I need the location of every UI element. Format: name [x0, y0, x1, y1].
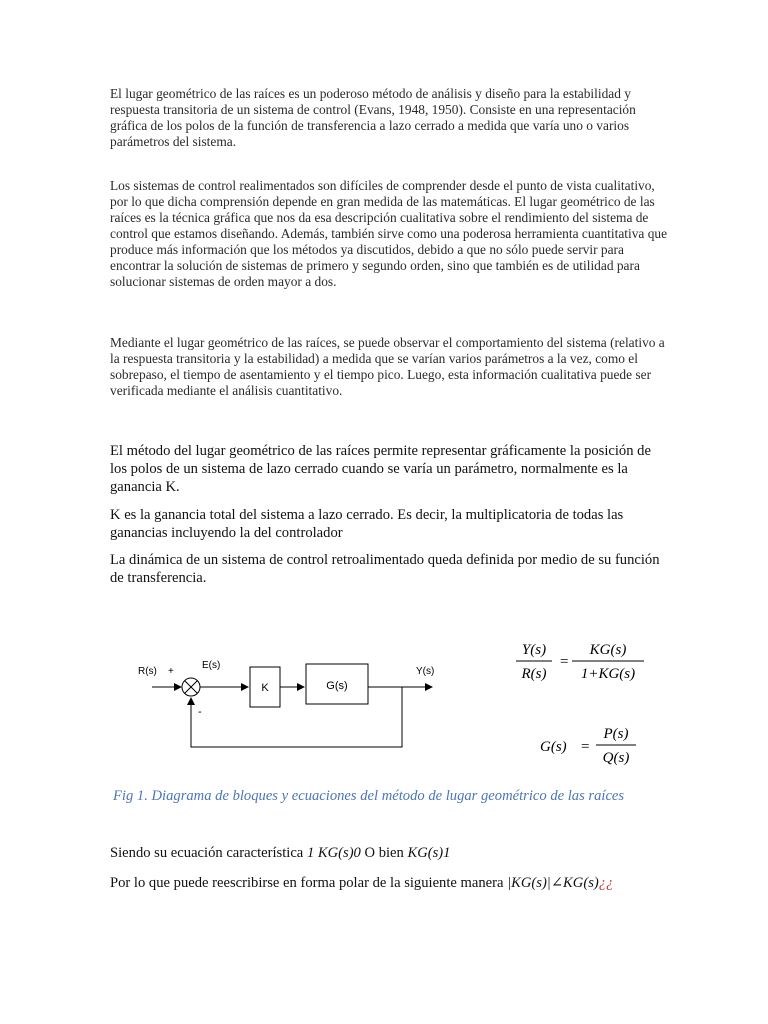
plant-equation [538, 720, 648, 772]
eq-equals: = [560, 654, 569, 670]
characteristic-text: Siendo su ecuación característica [110, 845, 304, 861]
paragraph-intro: El lugar geométrico de las raíces es un poderoso método de análisis y diseño para la estabilidad y respuesta transitoria de un sistema de control (Evans, 1948, 1950). Consiste en una representación gráfica de los polos de la función de transferencia a lazo cerrado a medida que varía uno o varios parámetros del sistema. [110, 86, 636, 149]
polar-text: Por lo que puede reescribirse en forma polar de la siguiente manera [110, 875, 504, 891]
eq-numerator-right: KG(s) [589, 642, 627, 658]
plant-eq-denominator: Q(s) [602, 750, 630, 766]
plant-block-label: G(s) [326, 680, 348, 692]
eq-denominator-left: R(s) [521, 666, 547, 682]
paragraph-dynamics: La dinámica de un sistema de control retroalimentado queda definida por medio de su función de transferencia. [110, 552, 660, 586]
paragraph-method: El método del lugar geométrico de las raíces permite representar gráficamente la posición de los polos de un sistema de lazo cerrado cuando se varía un parámetro, normalmente es la ganancia K. [110, 443, 651, 495]
error-label: E(s) [202, 660, 221, 671]
characteristic-eq-2: KG(s)1 [407, 845, 451, 861]
polar-eq: |KG(s)| [507, 875, 551, 891]
characteristic-equation-line [110, 845, 710, 862]
characteristic-eq-1: 1 KG(s)0 [306, 845, 361, 861]
feedback-path [191, 687, 402, 747]
block-diagram [130, 652, 450, 762]
eq-denominator-right: 1+KG(s) [580, 666, 636, 682]
plus-sign: + [168, 666, 174, 677]
paragraph-gain-k: K es la ganancia total del sistema a lazo cerrado. Es decir, la multiplicatoria de todas las ganancias incluyendo la del controlador [110, 507, 624, 541]
gain-block-label: K [261, 682, 269, 694]
paragraph-behavior: Mediante el lugar geométrico de las raíces, se puede observar el comportamiento del sistema (relativo a la respuesta transitoria y la estabilidad) a medida que se varían varios parámetros a la vez, como el sobrepaso, el tiempo de asentamiento y el tiempo pico. Luego, esta información cualitativa puede ser verificada mediante el análisis cuantitativo. [110, 335, 665, 398]
plant-eq-lhs: G(s) [540, 739, 567, 755]
paragraph-control-systems: Los sistemas de control realimentados son difíciles de comprender desde el punto de vista cualitativo, por lo que dicha comprensión depende en gran medida de las matemáticas. El lugar geométrico de las raíces es la técnica gráfica que nos da esa descripción cualitativa sobre el rendimiento del sistema de control que estamos diseñando. Además, también sirve como una poderosa herramienta cuantitativa que produce más información que los métodos ya discutidos, debido a que no sólo puede servir para encontrar la solución de sistemas de primero y segundo orden, sino que también es de utilidad para solucionar sistemas de orden mayor a dos. [110, 178, 668, 289]
plant-eq-equals: = [581, 739, 590, 755]
output-label: Y(s) [416, 666, 435, 677]
minus-sign: - [198, 706, 202, 718]
polar-garbled: ¿¿ [598, 875, 614, 891]
eq-numerator-left: Y(s) [521, 642, 547, 658]
characteristic-conj: O bien [364, 845, 404, 861]
plant-eq-numerator: P(s) [603, 726, 629, 742]
polar-eq-angle: ∠KG(s) [550, 875, 599, 891]
input-label: R(s) [138, 666, 157, 677]
polar-form-line [110, 874, 710, 892]
figure-caption: Fig 1. Diagrama de bloques y ecuaciones del método de lugar geométrico de las raíces [113, 788, 625, 804]
closed-loop-equation [512, 636, 652, 688]
